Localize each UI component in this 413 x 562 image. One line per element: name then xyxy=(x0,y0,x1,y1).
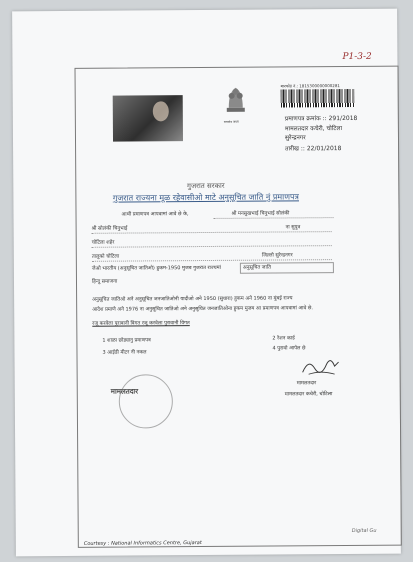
proof-item-4: 4 पुरावो आपेल छे xyxy=(272,345,306,352)
issuing-office: मामलतदार कचेरी, चोटिला xyxy=(284,125,343,133)
taluka: तालुको चोटिला xyxy=(91,253,120,260)
caste-line: जेओ भारतीय (अनुसूचित जातिओ) हुकम-1950 मुजब गुजरात राज्यमां xyxy=(91,264,221,272)
issue-date: तारीख :: 22/01/2018 xyxy=(285,145,342,153)
government-title: गुजरात सरकार xyxy=(186,181,225,191)
applicant-photo xyxy=(113,95,183,141)
barcode-number: बारकोड नं.: 1815300000000281 xyxy=(280,83,340,89)
caste-name: अनुसूचित जाति xyxy=(242,264,271,271)
certify-line: आथी प्रमाणपत्र आपवामां आवे छे के, xyxy=(121,211,189,218)
district-field: जिल्लो सुरेन्द्रनगर xyxy=(261,252,293,259)
proof-heading: रजू करवेला पुरावानी विगत रजू करवेला पुरावानी विगत xyxy=(92,320,190,327)
certificate-sheet xyxy=(12,9,401,557)
father-name: श्री सोलंकी चिनुभाई xyxy=(91,225,128,232)
handwritten-reference: P1-3-2 xyxy=(342,51,372,63)
proof-item-1: 1 शाळा छोड्यानु प्रमाणपत्र xyxy=(102,337,151,344)
proof-item-2: 2 रेशन कार्ड xyxy=(272,335,295,342)
village: चोटिला शहेर xyxy=(91,239,115,246)
legal-text-1: अनुसूचित जातिओ अने अनुसूचित जनजातिओनी यादीओ अने 1950 (सुधारा) हुकम अने 1960 ना मुंबई राज्य xyxy=(92,295,293,303)
seal-text: मामलतदार xyxy=(110,387,139,396)
emblem-caption: सत्यमेव जयते xyxy=(223,119,239,124)
certificate-number: प्रमाणपत्र क्रमांक :: 291/2018 xyxy=(284,114,358,123)
proof-item-3: 3 आईडी मीटर नी नकल xyxy=(102,349,147,356)
certificate-title: गुजरात राज्यना मूळ रहेवासीओ माटे अनुसूचित जाति नुं प्रमाणपत्र xyxy=(112,192,299,203)
gender: ना सुपुत्र xyxy=(285,224,301,231)
district: सुरेन्द्रनगर xyxy=(284,134,306,142)
courtesy-footer: Courtesy : National Informatics Centre, Gujarat xyxy=(83,540,202,547)
officer-title: मामलतदार xyxy=(296,380,317,387)
officer-signature xyxy=(301,354,341,378)
digital-signature-note: Digital Gu xyxy=(351,527,377,534)
barcode xyxy=(281,89,355,108)
legal-text-2: आदेश प्रमाणे अने 1976 ना अनुसूचित जातिओ अने अनुसूचित जनजातिओना हुकम मुजब आ प्रमाणपत्र आपवामां आवे छे. xyxy=(92,305,314,313)
office-seal xyxy=(119,374,173,428)
national-emblem-icon xyxy=(221,82,251,120)
applicant-name: श्री मनसुखभाई चिनुभाई सोलंकी xyxy=(231,210,290,217)
community-line: हिन्दु समाजना xyxy=(91,278,118,285)
officer-office: मामलतदार कचेरी, चोटिला xyxy=(284,391,333,398)
